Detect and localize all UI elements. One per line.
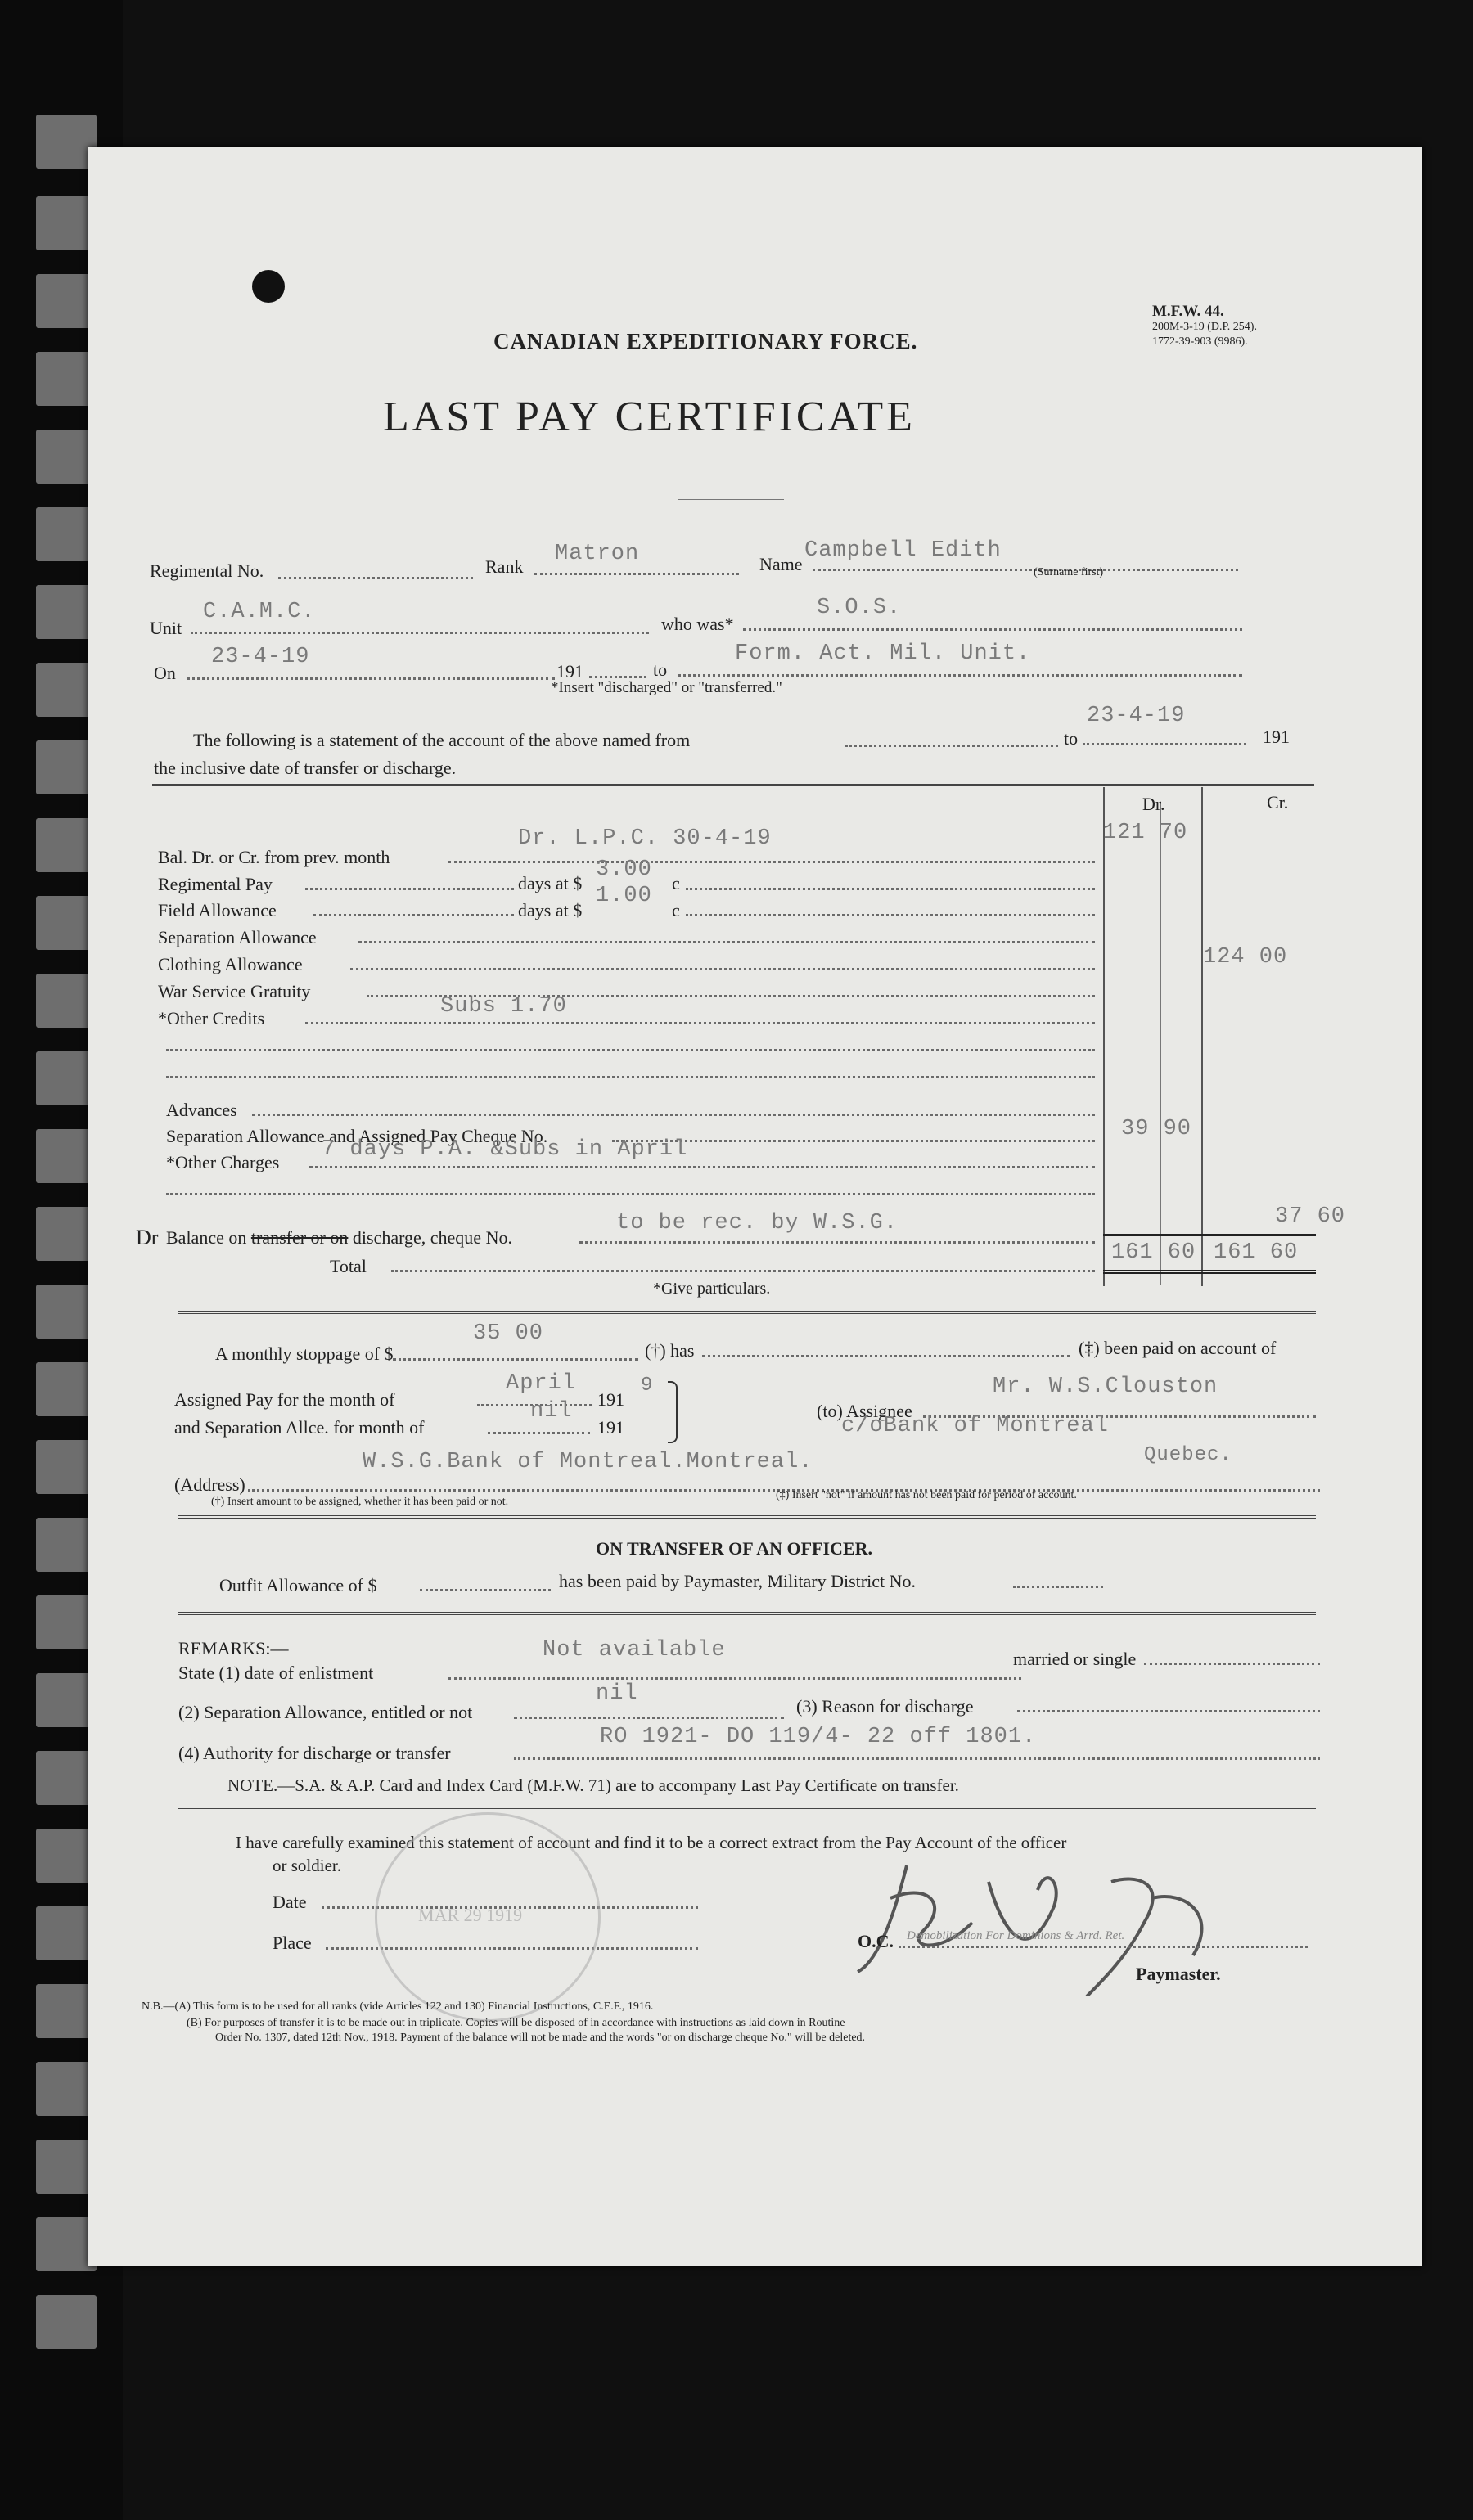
label-days-at: days at $: [518, 900, 583, 920]
film-perforation: [36, 1673, 97, 1727]
value-who-was: S.O.S.: [817, 596, 902, 620]
value-bal-desc: Dr. L.P.C. 30-4-19: [518, 826, 772, 851]
row-bal-label: Bal. Dr. or Cr. from prev. month: [158, 847, 390, 867]
col-rule: [1201, 787, 1203, 1286]
dots: [743, 628, 1242, 631]
film-perforation: [36, 1595, 97, 1649]
value-balance-cr: 37 60: [1275, 1204, 1346, 1229]
label-c: c: [672, 900, 680, 920]
label-name: Name: [759, 554, 803, 574]
film-perforation: [36, 507, 97, 561]
film-perforation: [36, 274, 97, 328]
row-reg-pay-label: Regimental Pay: [158, 874, 273, 894]
film-perforation: [36, 1440, 97, 1494]
label-paymaster: Paymaster.: [1136, 1964, 1221, 1984]
col-rule: [1160, 802, 1161, 1285]
film-perforation: [36, 740, 97, 794]
label-auth-4: (4) Authority for discharge or transfer: [178, 1743, 451, 1763]
nb-c: Order No. 1307, dated 12th Nov., 1918. Payment of the balance will not be made and the words "or on discharge cheque No." will be deleted.: [215, 2032, 866, 2044]
label-has: (†) has: [645, 1340, 695, 1361]
certify-text: I have carefully examined this statement of account and find it to be a correct extract from the Pay Account of the officer: [236, 1833, 1067, 1852]
value-sep-dr: 39 90: [1121, 1117, 1192, 1141]
value-enlistment: Not available: [543, 1638, 726, 1663]
value-assigned-year: 9: [641, 1375, 654, 1397]
brace: [668, 1381, 678, 1443]
value-stoppage: 35 00: [473, 1321, 544, 1346]
value-to-date: 23-4-19: [1087, 704, 1186, 728]
value-assignee-2: c/oBank of Montreal: [841, 1414, 1109, 1438]
film-perforation: [36, 1829, 97, 1883]
label-assigned-month: Assigned Pay for the month of: [174, 1389, 395, 1410]
give-particulars: *Give particulars.: [653, 1280, 771, 1298]
film-perforation: [36, 2062, 97, 2116]
film-perforation: [36, 585, 97, 639]
film-perforation: [36, 1518, 97, 1572]
label-who-was: who was*: [661, 614, 734, 634]
film-perforation: [36, 2295, 97, 2349]
dots: [191, 632, 649, 634]
dots: [187, 677, 555, 680]
form-code-2: 200M-3-19 (D.P. 254).: [1152, 321, 1257, 333]
value-address: W.S.G.Bank of Montreal.Montreal.: [363, 1450, 813, 1474]
film-perforation: [36, 2217, 97, 2271]
film-perforation: [36, 1207, 97, 1261]
label-address: (Address): [174, 1474, 246, 1495]
value-total-dr: 161 60: [1111, 1240, 1196, 1265]
value-sep-month: nil: [530, 1399, 573, 1424]
oc-detail: Demobilization For Dominions & Arrd. Ret.: [907, 1929, 1125, 1942]
label-sep-month: and Separation Allce. for month of: [174, 1417, 425, 1438]
row-advances-label: Advances: [166, 1100, 237, 1120]
dots: [678, 674, 1242, 677]
film-perforation: [36, 115, 97, 169]
row-balance-label: Balance on transfer or on discharge, cheque No.: [166, 1227, 512, 1248]
label-reason-3: (3) Reason for discharge: [796, 1696, 974, 1717]
dots: [845, 745, 1058, 747]
value-balance-desc: to be rec. by W.S.G.: [616, 1211, 899, 1235]
value-other-charges: 7 days P.A. &Subs in April: [322, 1137, 688, 1162]
label-regimental-no: Regimental No.: [150, 560, 264, 581]
row-other-charges-label: *Other Charges: [166, 1152, 280, 1172]
film-perforation: [36, 196, 97, 250]
label-rank: Rank: [485, 556, 524, 577]
label-year: 191: [556, 661, 583, 682]
value-assigned-month: April: [506, 1371, 577, 1396]
film-perforation: [36, 430, 97, 484]
label-outfit: Outfit Allowance of $: [219, 1575, 377, 1595]
dots: [589, 676, 646, 678]
value-clothing-cr: 124 00: [1203, 945, 1288, 970]
film-perforation: [36, 1285, 97, 1339]
label-been-paid: (‡) been paid on account of: [1079, 1338, 1277, 1358]
film-perforation: [36, 663, 97, 717]
film-perforation: [36, 818, 97, 872]
film-perforation: [36, 2140, 97, 2194]
value-name: Campbell Edith: [804, 538, 1002, 563]
value-unit: C.A.M.C.: [203, 600, 316, 624]
form-code-3: 1772-39-903 (9986).: [1152, 335, 1248, 348]
film-perforation: [36, 1129, 97, 1183]
label-sep-2: (2) Separation Allowance, entitled or not: [178, 1702, 473, 1722]
note-text: NOTE.—S.A. & A.P. Card and Index Card (M.F.W. 71) are to accompany Last Pay Certificate on transfer.: [227, 1775, 959, 1795]
page-title: LAST PAY CERTIFICATE: [383, 394, 916, 440]
header-dr: Dr.: [1142, 794, 1165, 814]
table-top-rule: [152, 784, 1314, 786]
value-assignee: Mr. W.S.Clouston: [993, 1375, 1218, 1399]
on-transfer-heading: ON TRANSFER OF AN OFFICER.: [596, 1538, 872, 1559]
form-code: M.F.W. 44.: [1152, 303, 1224, 320]
value-on-date: 23-4-19: [211, 645, 310, 669]
value-field-rate: 1.00: [596, 884, 652, 908]
nb-b: (B) For purposes of transfer it is to be made out in triplicate. Copies will be disposed of in accordance with instructions as laid down in Routine: [187, 2017, 845, 2029]
film-perforation: [36, 1906, 97, 1960]
footnote-ddagger: (‡) Insert "not" if amount has not been paid for period of account.: [776, 1489, 1077, 1501]
label-to: to: [653, 659, 668, 680]
force-heading: CANADIAN EXPEDITIONARY FORCE.: [493, 329, 918, 353]
film-perforation: [36, 974, 97, 1028]
date-stamp: MAR 29 1919: [375, 1812, 601, 2022]
label-c: c: [672, 873, 680, 893]
dots: [278, 577, 473, 579]
label-oc: O.C.: [858, 1931, 894, 1951]
col-rule: [1103, 787, 1105, 1286]
label-days-at: days at $: [518, 873, 583, 893]
statement-text: The following is a statement of the account of the above named from: [193, 730, 691, 750]
footnote-dagger: (†) Insert amount to be assigned, whether it has been paid or not.: [211, 1496, 509, 1508]
statement-year: 191: [1263, 727, 1290, 747]
punch-hole: [252, 270, 285, 303]
label-monthly: A monthly stoppage of $: [215, 1343, 394, 1364]
value-address-2: Quebec.: [1144, 1444, 1232, 1466]
film-perforation: [36, 1362, 97, 1416]
film-perforation: [36, 1984, 97, 2038]
label-year: 191: [597, 1417, 624, 1438]
certify-text-2: or soldier.: [273, 1856, 341, 1875]
nb-a: N.B.—(A) This form is to be used for all ranks (vide Articles 122 and 130) Financial Instructions, C.E.F., 1916.: [142, 2000, 654, 2013]
title-rule: [678, 499, 784, 500]
dots: [534, 573, 739, 575]
film-perforation: [36, 1751, 97, 1805]
insert-note: *Insert "discharged" or "transferred.": [551, 679, 782, 696]
statement-to: to: [1064, 728, 1079, 749]
value-reg-rate: 3.00: [596, 857, 652, 882]
row-sep-assigned-label: Separation Allowance and Assigned Pay Cheque No.: [166, 1126, 548, 1146]
label-outfit-rest: has been paid by Paymaster, Military District No.: [559, 1571, 916, 1591]
film-perforation: [36, 1051, 97, 1105]
label-on: On: [154, 663, 176, 683]
label-surname-first: (Surname first): [1034, 566, 1104, 578]
value-authority: RO 1921- DO 119/4- 22 off 1801.: [600, 1725, 1037, 1749]
row-sep-label: Separation Allowance: [158, 927, 317, 947]
label-unit: Unit: [150, 618, 182, 638]
dots: [1083, 743, 1246, 745]
film-perforation: [36, 352, 97, 406]
label-married: married or single: [1013, 1649, 1137, 1669]
film-perforation: [36, 896, 97, 950]
label-place: Place: [273, 1933, 312, 1953]
dots: [813, 569, 1238, 571]
value-bal-dr: 121 70: [1103, 821, 1188, 845]
label-year: 191: [597, 1389, 624, 1410]
label-date: Date: [273, 1892, 307, 1912]
row-field-label: Field Allowance: [158, 900, 277, 920]
inclusive-text: the inclusive date of transfer or discharge.: [154, 758, 457, 778]
value-sep-allowance: nil: [596, 1681, 638, 1706]
value-to-unit: Form. Act. Mil. Unit.: [735, 641, 1031, 666]
certificate-page: [88, 147, 1422, 2266]
value-rank: Matron: [555, 542, 640, 566]
row-total-label: Total: [330, 1256, 367, 1276]
dr-mark: Dr: [136, 1226, 159, 1249]
label-assignee: (to) Assignee: [817, 1401, 912, 1421]
value-other-credits: Subs 1.70: [440, 994, 567, 1019]
row-clothing-label: Clothing Allowance: [158, 954, 303, 974]
row-war-label: War Service Gratuity: [158, 981, 311, 1001]
label-state-1: State (1) date of enlistment: [178, 1663, 374, 1683]
value-total-cr: 161 60: [1214, 1240, 1299, 1265]
header-cr: Cr.: [1267, 792, 1289, 812]
remarks-heading: REMARKS:—: [178, 1638, 289, 1658]
row-other-credits-label: *Other Credits: [158, 1008, 265, 1028]
